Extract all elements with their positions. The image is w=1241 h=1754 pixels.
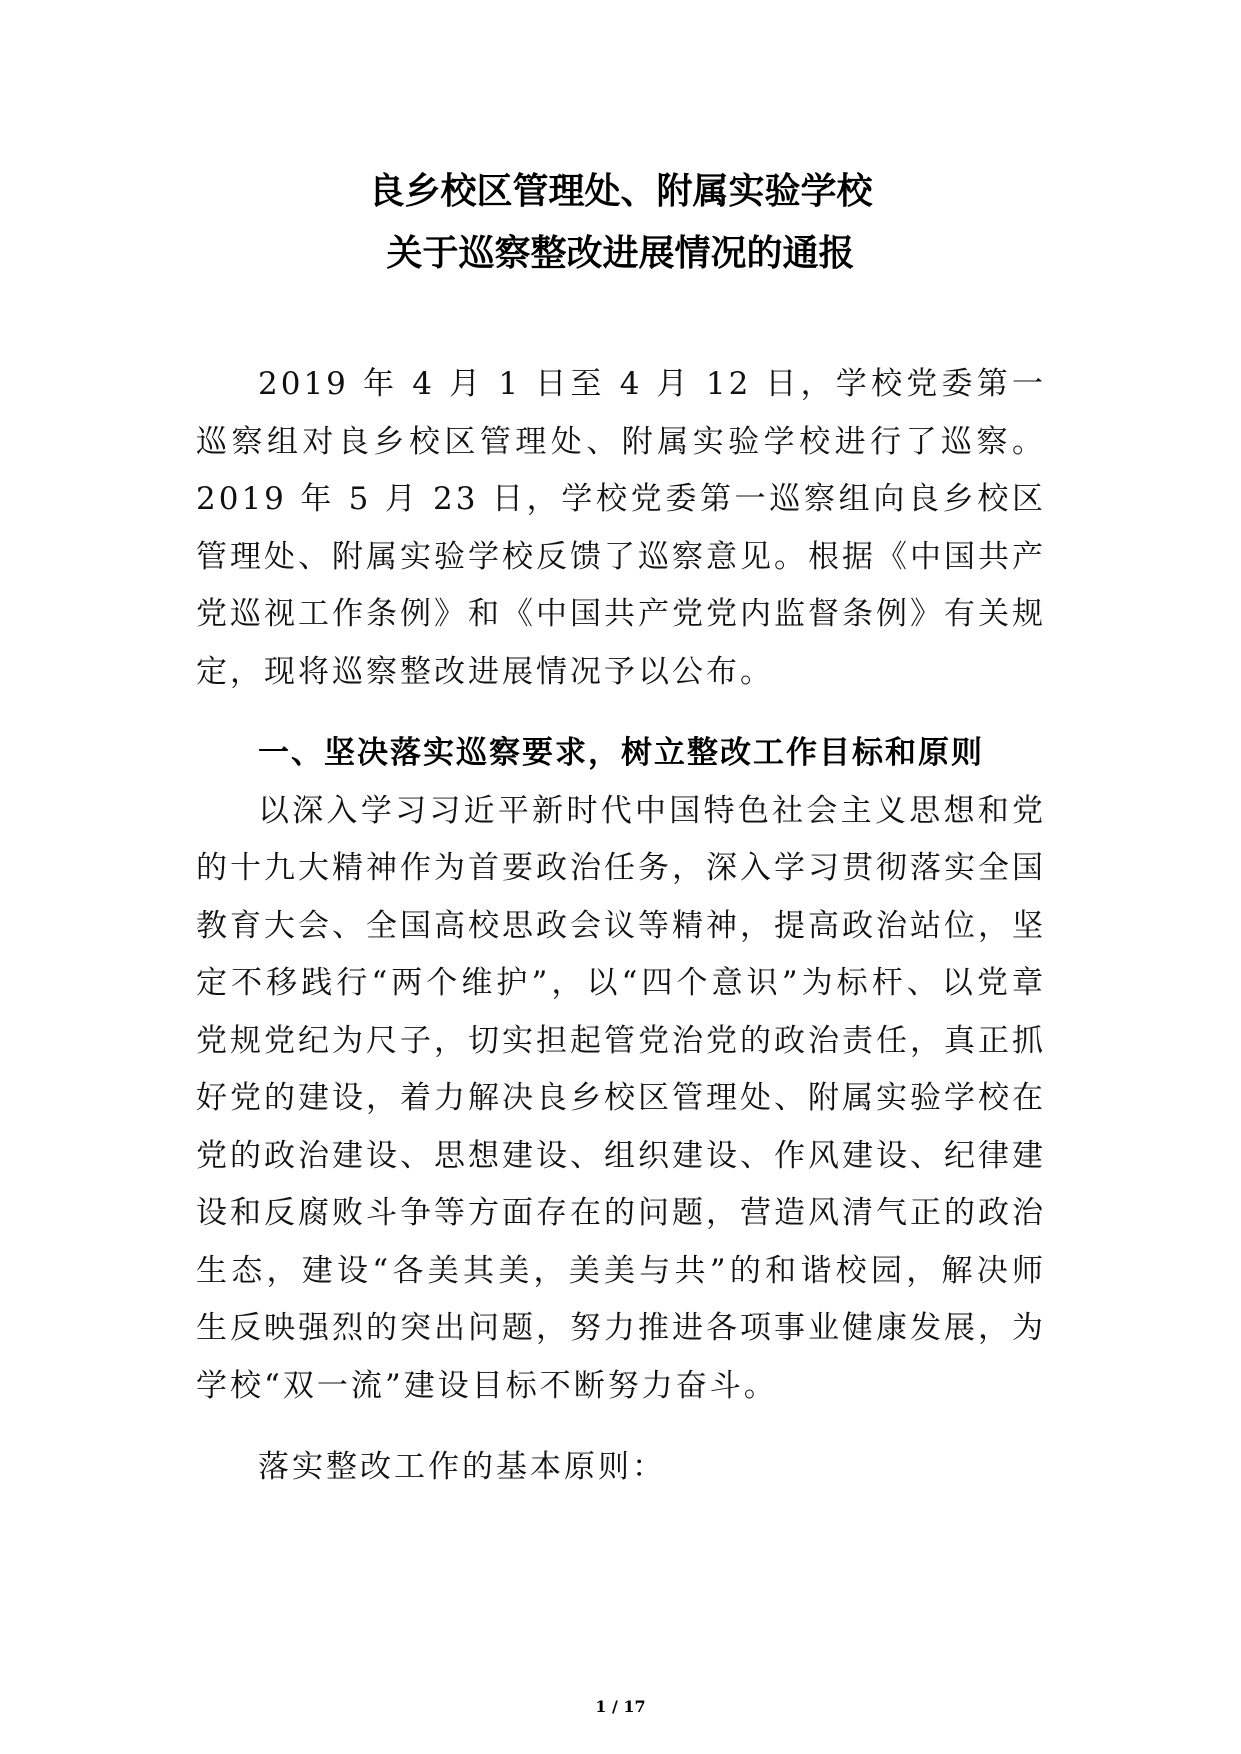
document-body (196, 356, 1046, 1497)
document-title (0, 160, 1241, 284)
principles-lead-paragraph: 落实整改工作的基本原则： (258, 1449, 666, 1485)
intro-paragraph: 2019 年 4 月 1 日至 4 月 12 日，学校党委第一巡察组对良乡校区管理处、附属实验学校进行了巡察。2019 年 5 月 23 日，学校党委第一巡察组向良乡校区管理处、附属实验学校反馈了巡察意见。根据《中国共产党巡视工作条例》和《中国共产党党内监督条例》有关规定，现将巡察整改进展情况予以公布。 (196, 366, 1046, 690)
section-1-paragraph: 以深入学习习近平新时代中国特色社会主义思想和党的十九大精神作为首要政治任务，深入学习贯彻落实全国教育大会、全国高校思政会议等精神，提高政治站位，坚定不移践行“两个维护”，以“四个意识”为标杆、以党章党规党纪为尺子，切实担起管党治党的政治责任，真正抓好党的建设，着力解决良乡校区管理处、附属实验学校在党的政治建设、思想建设、组织建设、作风建设、纪律建设和反腐败斗争等方面存在的问题，营造风清气正的政治生态，建设“各美其美，美美与共”的和谐校园，解决师生反映强烈的突出问题，努力推进各项事业健康发展，为学校“双一流”建设目标不断努力奋斗。 (196, 792, 1046, 1404)
section-1-heading: 一、坚决落实巡察要求，树立整改工作目标和原则 (258, 735, 984, 771)
title-line-1: 良乡校区管理处、附属实验学校 (368, 170, 873, 212)
page-number: 1 / 17 (595, 1697, 646, 1716)
title-line-2: 关于巡察整改进展情况的通报 (386, 232, 855, 274)
